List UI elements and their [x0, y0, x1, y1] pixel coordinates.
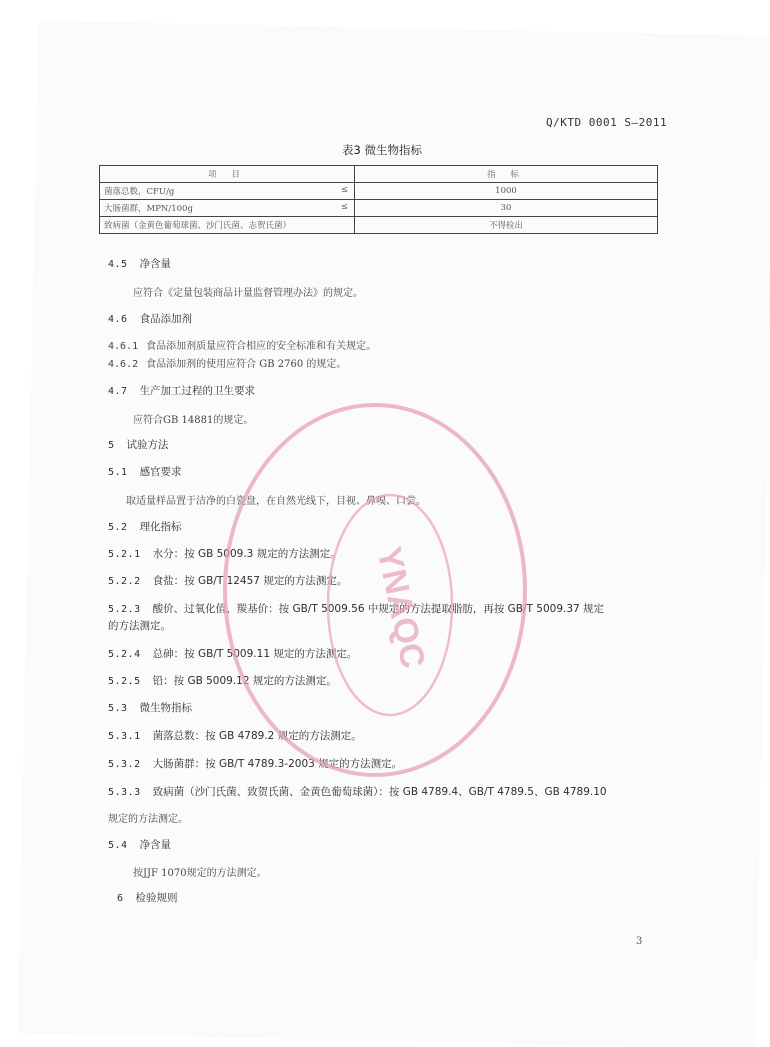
header-value: 指 标 — [355, 166, 658, 183]
clause-number: 5.2.2 — [108, 576, 141, 587]
page-number: 3 — [636, 936, 643, 947]
clause — [108, 646, 357, 661]
clause — [108, 784, 607, 799]
table-row — [100, 200, 658, 217]
clause — [108, 337, 376, 352]
seal-text: YNAQC — [369, 543, 433, 672]
clause-number: 5.3.3 — [108, 787, 141, 798]
document-id: Q/KTD 0001 S—2011 — [546, 116, 668, 129]
clause-number: 4.6.2 — [108, 359, 139, 370]
section-heading — [108, 437, 169, 452]
clause-continuation: 的方法测定。 — [108, 620, 171, 632]
section-title: 食品添加剂 — [139, 313, 193, 325]
section-title: 微生物指标 — [139, 702, 193, 714]
section-heading — [108, 383, 255, 398]
table-row — [100, 183, 658, 200]
section-text: 取适量样品置于洁净的白瓷盘，在自然光线下，目视、鼻嗅、口尝。 — [126, 496, 426, 507]
section-heading — [108, 519, 182, 534]
clause-continuation: 规定的方法测定。 — [108, 814, 188, 825]
row-value: 1000 — [355, 183, 658, 200]
row-item — [100, 183, 355, 200]
clause-number: 5.3.1 — [108, 731, 141, 742]
section-heading — [108, 256, 171, 271]
row-value: 30 — [355, 200, 658, 217]
clause — [108, 573, 347, 588]
clause-number: 4.6.1 — [108, 341, 139, 352]
clause — [108, 756, 402, 771]
clause-text: 食品添加剂质量应符合相应的安全标准和有关规定。 — [146, 341, 377, 352]
section-heading — [108, 464, 182, 479]
section-title: 净含量 — [139, 839, 172, 851]
clause-text: 菌落总数：按 GB 4789.2 规定的方法测定。 — [152, 730, 362, 742]
clause-number: 5.3.2 — [108, 759, 141, 770]
clause-text: 致病菌（沙门氏菌、致贺氏菌、金黄色葡萄球菌）：按 GB 4789.4、GB/T 4789.5、GB 4789.10 — [152, 786, 607, 798]
section-number: 5.2 — [108, 522, 128, 533]
section-number: 5.4 — [108, 840, 128, 851]
section-text: 应符合GB 14881的规定。 — [133, 415, 254, 426]
section-number: 4.6 — [108, 314, 128, 325]
clause-number: 5.2.3 — [108, 604, 141, 615]
section-title: 检验规则 — [135, 892, 178, 904]
row-item-label: 菌落总数，CFU/g — [104, 187, 175, 197]
section-number: 5 — [108, 440, 115, 451]
section-heading — [117, 890, 178, 905]
clause-text: 水分：按 GB 5009.3 规定的方法测定。 — [152, 548, 341, 560]
section-title: 生产加工过程的卫生要求 — [139, 385, 256, 397]
section-text: 应符合《定量包装商品计量监督管理办法》的规定。 — [133, 288, 363, 299]
section-heading — [108, 700, 192, 715]
row-operator: ≤ — [340, 185, 348, 195]
section-title: 理化指标 — [139, 521, 182, 533]
clause-number: 5.2.4 — [108, 649, 141, 660]
section-text: 按JJF 1070规定的方法测定。 — [133, 868, 267, 879]
clause-text: 酸价、过氧化值、羰基价：按 GB/T 5009.56 中规定的方法提取脂肪，再按 GB/T 5009.37 规定 — [152, 603, 605, 615]
clause-text: 食品添加剂的使用应符合 GB 2760 的规定。 — [146, 359, 347, 370]
row-item-label: 致病菌（金黄色葡萄球菌、沙门氏菌、志贺氏菌） — [104, 221, 292, 231]
section-title: 感官要求 — [139, 466, 182, 478]
section-heading — [108, 837, 171, 852]
clause-text: 大肠菌群：按 GB/T 4789.3-2003 规定的方法测定。 — [152, 758, 403, 770]
row-item — [100, 217, 355, 234]
section-number: 4.5 — [108, 259, 128, 270]
row-operator: ≤ — [340, 202, 348, 212]
section-number: 5.3 — [108, 703, 128, 714]
microbial-table — [99, 165, 658, 234]
section-title: 净含量 — [139, 258, 172, 270]
row-value: 不得检出 — [355, 217, 658, 234]
row-item-label: 大肠菌群，MPN/100g — [104, 204, 193, 214]
table-title: 表3 微生物指标 — [342, 143, 422, 157]
clause — [108, 355, 346, 370]
table-row — [100, 217, 658, 234]
clause-text: 总砷：按 GB/T 5009.11 规定的方法测定。 — [152, 648, 358, 660]
row-item — [100, 200, 355, 217]
clause-text: 铅：按 GB 5009.12 规定的方法测定。 — [152, 675, 337, 687]
section-number: 4.7 — [108, 386, 128, 397]
header-item: 项 目 — [100, 166, 355, 183]
clause — [108, 601, 604, 616]
section-number: 5.1 — [108, 467, 128, 478]
clause — [108, 546, 341, 561]
section-title: 试验方法 — [126, 439, 169, 451]
section-number: 6 — [117, 893, 124, 904]
clause-number: 5.2.5 — [108, 676, 141, 687]
clause-number: 5.2.1 — [108, 549, 141, 560]
clause-text: 食盐：按 GB/T 12457 规定的方法测定。 — [152, 575, 348, 587]
clause — [108, 673, 337, 688]
table-header-row — [100, 166, 658, 183]
section-heading — [108, 311, 192, 326]
clause — [108, 728, 362, 743]
